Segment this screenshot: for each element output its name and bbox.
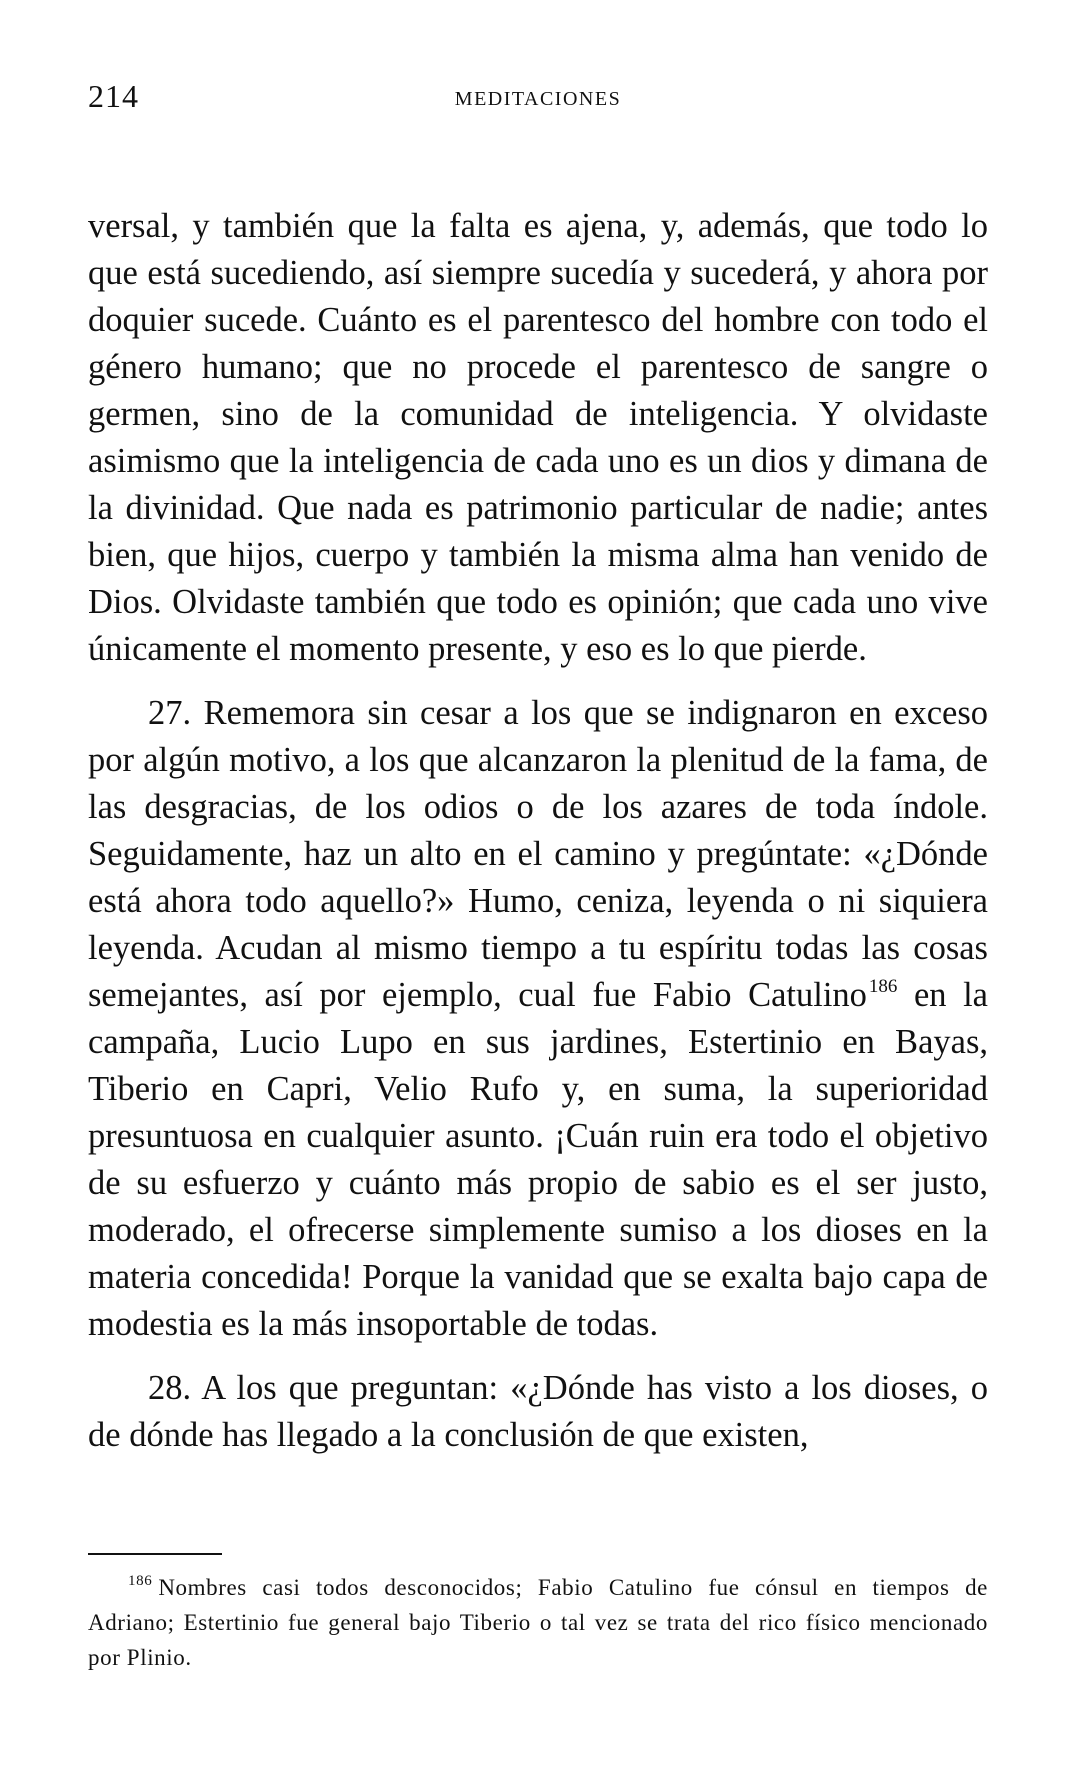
- footnote-text: Nombres casi todos desconocidos; Fabio Catulino fue cónsul en tiempos de Adriano; Estertinio fue general bajo Tiberio o tal vez se trata del rico físico mencionado por Plinio.: [88, 1575, 988, 1670]
- paragraph-28: 28. A los que preguntan: «¿Dónde has visto a los dioses, o de dónde has llegado a la conclusión de que existen,: [88, 1369, 988, 1454]
- footnote-number: 186: [128, 1573, 153, 1589]
- page-number: 214: [88, 78, 139, 114]
- paragraph-27: [88, 690, 988, 1348]
- running-head: MEDITACIONES: [454, 88, 622, 110]
- footnote: [88, 1570, 988, 1675]
- paragraph-27-text-b: en la campaña, Lucio Lupo en sus jardines, Estertinio en Bayas, Tiberio en Capri, Velio Rufo y, en suma, la superioridad presuntuosa en cualquier asunto. ¡Cuán ruin era todo el objetivo de su esfuerzo y cuánto más propio de sabio es el ser justo, moderado, el ofrecerse simplemente sumiso a los dioses en la materia concedida! Porque la vanidad que se exalta bajo capa de modestia es la más insoportable de todas.: [88, 976, 988, 1343]
- paragraph-27-text-a: 27. Rememora sin cesar a los que se indignaron en exceso por algún motivo, a los que alcanzaron la plenitud de la fama, de las desgracias, de los odios o de los azares de toda índole. Seguidamente, haz un alto en el camino y pregúntate: «¿Dónde está ahora todo aquello?» Humo, ceniza, leyenda o ni siquiera leyenda. Acudan al mismo tiempo a tu espíritu todas las cosas semejantes, así por ejemplo, cual fue Fabio Catulino: [88, 694, 988, 1014]
- footnote-divider: [88, 1553, 222, 1555]
- footnote-reference[interactable]: 186: [868, 976, 898, 997]
- paragraph-continuation: versal, y también que la falta es ajena, y, además, que todo lo que está sucediendo, así siempre sucedía y sucederá, y ahora por doquier sucede. Cuánto es el parentesco del hombre con todo el género humano; que no procede el parentesco de sangre o germen, sino de la comunidad de inteligencia. Y olvidaste asimismo que la inteligencia de cada uno es un dios y dimana de la divinidad. Que nada es patrimonio particular de nadie; antes bien, que hijos, cuerpo y también la misma alma han venido de Dios. Olvidaste también que todo es opinión; que cada uno vive únicamente el momento presente, y eso es lo que pierde.: [88, 207, 988, 668]
- main-text: [88, 203, 988, 1459]
- page-header: [88, 78, 988, 118]
